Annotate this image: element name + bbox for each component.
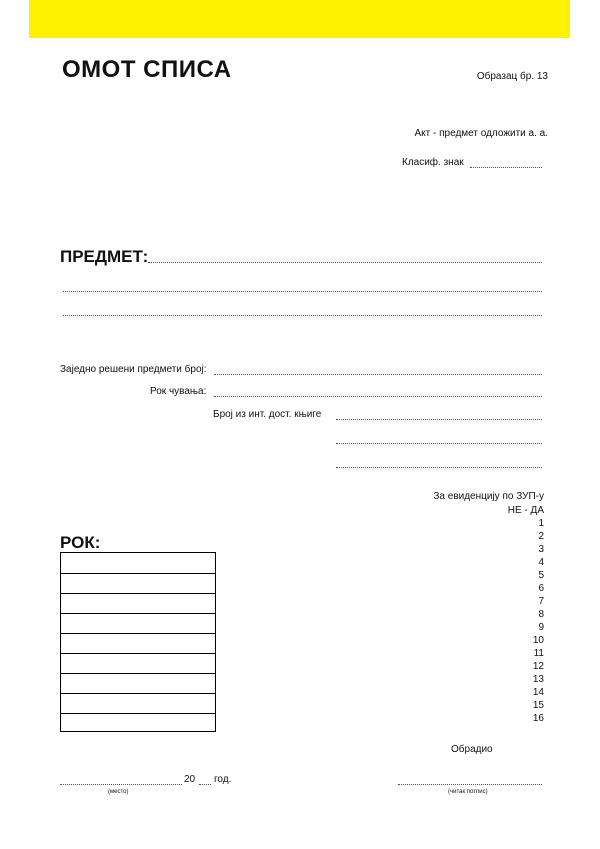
register-number-field-2[interactable] — [336, 443, 542, 444]
zup-number: 9 — [538, 622, 544, 633]
zup-number: 12 — [532, 661, 544, 672]
deadline-row-divider — [61, 593, 215, 594]
place-caption: (место) — [108, 789, 129, 795]
deadline-row-divider — [61, 673, 215, 674]
deadline-row-divider — [61, 633, 215, 634]
processed-by-label: Обрадио — [451, 744, 493, 755]
deadline-row-divider — [61, 573, 215, 574]
deadline-row-divider — [61, 693, 215, 694]
zup-number: 7 — [538, 596, 544, 607]
zup-number: 6 — [538, 583, 544, 594]
place-field[interactable] — [60, 784, 182, 785]
classification-label: Класиф. знак — [402, 157, 464, 168]
register-number-field-3[interactable] — [336, 467, 542, 468]
subject-heading: ПРЕДМЕТ: — [60, 247, 149, 266]
zup-number: 10 — [532, 635, 544, 646]
subject-line-1[interactable] — [148, 262, 542, 263]
retention-field[interactable] — [214, 396, 542, 397]
zup-number: 4 — [538, 557, 544, 568]
deadline-row-divider — [61, 653, 215, 654]
zup-number: 13 — [532, 674, 544, 685]
act-line-label: Акт - предмет одложити а. а. — [414, 128, 548, 139]
zup-number: 8 — [538, 609, 544, 620]
zup-number: 14 — [532, 687, 544, 698]
document-title: ОМОТ СПИСА — [62, 56, 232, 83]
zup-number: 16 — [532, 713, 544, 724]
solved-together-field[interactable] — [214, 374, 542, 375]
signature-field[interactable] — [398, 784, 542, 785]
year-field[interactable] — [199, 784, 211, 785]
zup-number: 11 — [533, 648, 544, 659]
register-number-label: Број из инт. дост. књиге — [213, 409, 322, 420]
year-suffix: год. — [214, 774, 232, 785]
register-number-field-1[interactable] — [336, 419, 542, 420]
form-number: Образац бр. 13 — [476, 71, 548, 82]
zup-number: 1 — [538, 518, 544, 529]
zup-number: 5 — [538, 570, 544, 581]
zup-number: 15 — [532, 700, 544, 711]
deadline-row-divider — [61, 613, 215, 614]
signature-caption: (читак потпис) — [448, 789, 488, 795]
year-prefix: 20 — [184, 774, 196, 785]
header-band — [29, 0, 570, 38]
zup-number: 2 — [538, 531, 544, 542]
subject-line-2[interactable] — [63, 291, 542, 292]
subject-line-3[interactable] — [63, 315, 542, 316]
zup-options[interactable]: НЕ - ДА — [507, 505, 544, 516]
solved-together-label: Заједно решени предмети број: — [60, 364, 207, 375]
deadline-heading: РОК: — [60, 533, 101, 552]
deadline-table — [60, 552, 216, 732]
classification-field[interactable] — [470, 167, 542, 168]
retention-label: Рок чувања: — [150, 386, 207, 397]
zup-label: За евиденцију по ЗУП-у — [433, 491, 544, 502]
zup-number: 3 — [538, 544, 544, 555]
deadline-row-divider — [61, 713, 215, 714]
